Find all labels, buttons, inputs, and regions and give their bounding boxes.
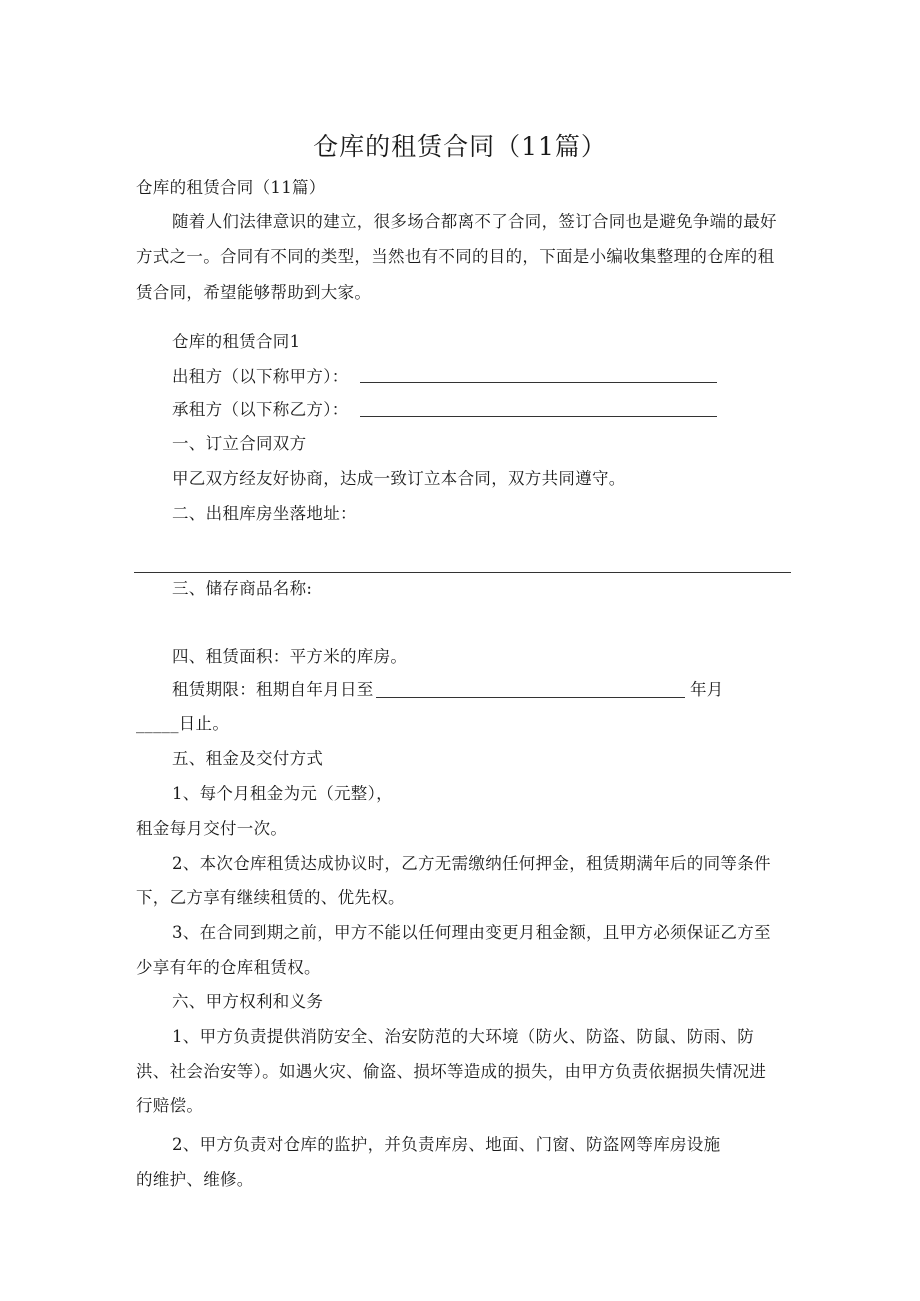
contract-heading: 仓库的租赁合同1 bbox=[172, 332, 301, 351]
s6-p1-line-3: 行赔偿。 bbox=[136, 1096, 204, 1115]
intro-line-2: 方式之一。合同有不同的类型，当然也有不同的目的，下面是小编收集整理的仓库的租 bbox=[136, 247, 775, 266]
intro-line-3: 赁合同，希望能够帮助到大家。 bbox=[136, 283, 372, 302]
section-5-title: 五、租金及交付方式 bbox=[172, 749, 324, 768]
s6-p1-line-1: 1、甲方负责提供消防安全、治安防范的大环境（防火、防盗、防鼠、防雨、防 bbox=[172, 1027, 754, 1046]
s5-p2-line-1: 2、本次仓库租赁达成协议时，乙方无需缴纳任何押金，租赁期满年后的同等条件 bbox=[172, 854, 771, 873]
term-end-text: 日止。 bbox=[178, 714, 230, 733]
lessee-blank bbox=[360, 416, 717, 417]
s5-p1-line-1: 1、每个月租金为元（元整）， bbox=[172, 784, 393, 803]
s5-p1-line-2: 租金每月交付一次。 bbox=[136, 819, 288, 838]
term-end bbox=[136, 714, 229, 734]
s5-p3-line-1: 3、在合同到期之前，甲方不能以任何理由变更月租金额，且甲方必须保证乙方至 bbox=[172, 923, 771, 942]
address-blank bbox=[134, 572, 791, 573]
section-1-text: 甲乙双方经友好协商，达成一致订立本合同，双方共同遵守。 bbox=[172, 469, 626, 488]
s6-p1-line-2: 洪、社会治安等）。如遇火灾、偷盗、损坏等造成的损失，由甲方负责依据损失情况进 bbox=[136, 1062, 767, 1081]
section-4-title: 四、租赁面积：平方米的库房。 bbox=[172, 647, 408, 666]
section-2-title: 二、出租库房坐落地址： bbox=[172, 504, 357, 523]
s5-p2-line-2: 下，乙方享有继续租赁的、优先权。 bbox=[136, 888, 405, 907]
term-label: 租赁期限：租期自年月日至 bbox=[172, 680, 374, 699]
s5-p3-line-2: 少享有年的仓库租赁权。 bbox=[136, 958, 321, 977]
section-3-title: 三、储存商品名称: bbox=[172, 579, 313, 598]
section-1-title: 一、订立合同双方 bbox=[172, 434, 307, 453]
intro-line-1: 随着人们法律意识的建立，很多场合都离不了合同，签订合同也是避免争端的最好 bbox=[172, 212, 777, 231]
section-6-title: 六、甲方权利和义务 bbox=[172, 992, 324, 1011]
document-title: 仓库的租赁合同（11篇） bbox=[313, 132, 607, 161]
lessee-label: 承租方（以下称乙方）： bbox=[172, 400, 349, 419]
term-end-blank: _____ bbox=[136, 714, 179, 733]
lessor-label: 出租方（以下称甲方）： bbox=[172, 367, 349, 386]
term-suffix: 年月 bbox=[690, 680, 724, 699]
s6-p2-line-2: 的维护、维修。 bbox=[136, 1170, 254, 1189]
lessor-blank bbox=[360, 382, 717, 383]
term-blank bbox=[376, 697, 685, 698]
s6-p2-line-1: 2、甲方负责对仓库的监护，并负责库房、地面、门窗、防盗网等库房设施 bbox=[172, 1135, 721, 1154]
document-subtitle: 仓库的租赁合同（11篇） bbox=[136, 178, 326, 197]
